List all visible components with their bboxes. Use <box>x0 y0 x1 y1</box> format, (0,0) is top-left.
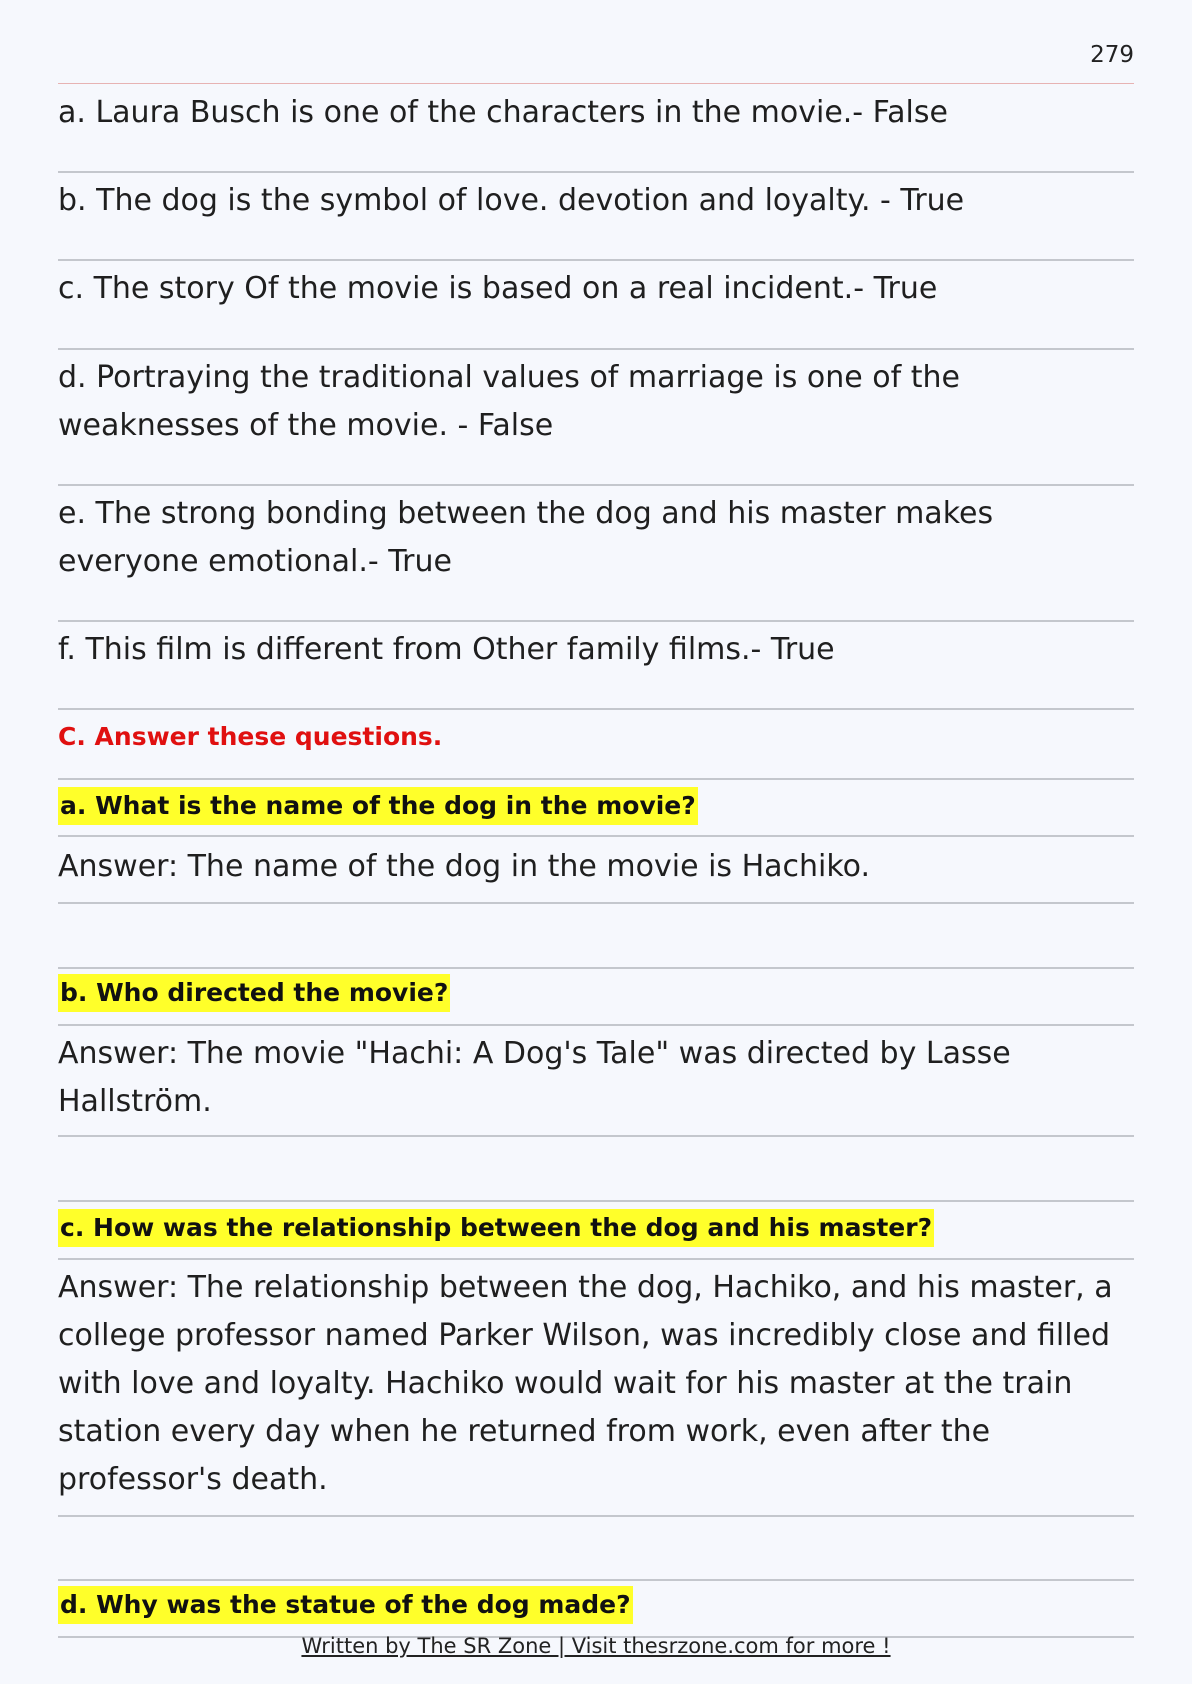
row-divider <box>58 484 1134 486</box>
statement-f: f. This film is different from Other family films.- True <box>58 632 835 667</box>
row-divider <box>58 1579 1134 1581</box>
question-d: d. Why was the statue of the dog made? <box>58 1586 633 1624</box>
row-divider <box>58 620 1134 622</box>
row-divider <box>58 1258 1134 1260</box>
statement-a: a. Laura Busch is one of the characters in the movie.- False <box>58 95 948 130</box>
row-divider <box>58 708 1134 710</box>
statement-b: b. The dog is the symbol of love. devotion and loyalty. - True <box>58 183 965 218</box>
answer-a: Answer: The name of the dog in the movie is Hachiko. <box>58 849 871 884</box>
question-c: c. How was the relationship between the dog and his master? <box>58 1209 934 1247</box>
footer-credit[interactable]: Written by The SR Zone | Visit thesrzone.com for more ! <box>301 1634 891 1658</box>
question-a: a. What is the name of the dog in the movie? <box>58 787 698 825</box>
row-divider <box>58 902 1134 904</box>
statement-c: c. The story Of the movie is based on a real incident.- True <box>58 271 938 306</box>
row-divider <box>58 1024 1134 1026</box>
answer-b: Answer: The movie "Hachi: A Dog's Tale" was directed by Lasse Hallström. <box>58 1036 1011 1119</box>
row-divider <box>58 348 1134 350</box>
answer-c: Answer: The relationship between the dog, Hachiko, and his master, a college professor named Parker Wilson, was incredibly close and filled with love and loyalty. Hachiko would wait for his master at the train station every day when he returned from work, even after the professor's death. <box>58 1270 1113 1497</box>
row-divider <box>58 778 1134 780</box>
page-number: 279 <box>1090 42 1134 68</box>
statement-e: e. The strong bonding between the dog and his master makes everyone emotional.- True <box>58 496 994 579</box>
row-divider <box>58 171 1134 173</box>
row-divider <box>58 967 1134 969</box>
row-divider <box>58 259 1134 261</box>
question-b: b. Who directed the movie? <box>58 974 450 1012</box>
row-divider <box>58 1200 1134 1202</box>
row-divider <box>58 1515 1134 1517</box>
top-divider <box>58 83 1134 84</box>
row-divider <box>58 1135 1134 1137</box>
row-divider <box>58 835 1134 837</box>
section-c-heading: C. Answer these questions. <box>58 722 443 751</box>
statement-d: d. Portraying the traditional values of marriage is one of the weaknesses of the movie. - False <box>58 360 960 443</box>
